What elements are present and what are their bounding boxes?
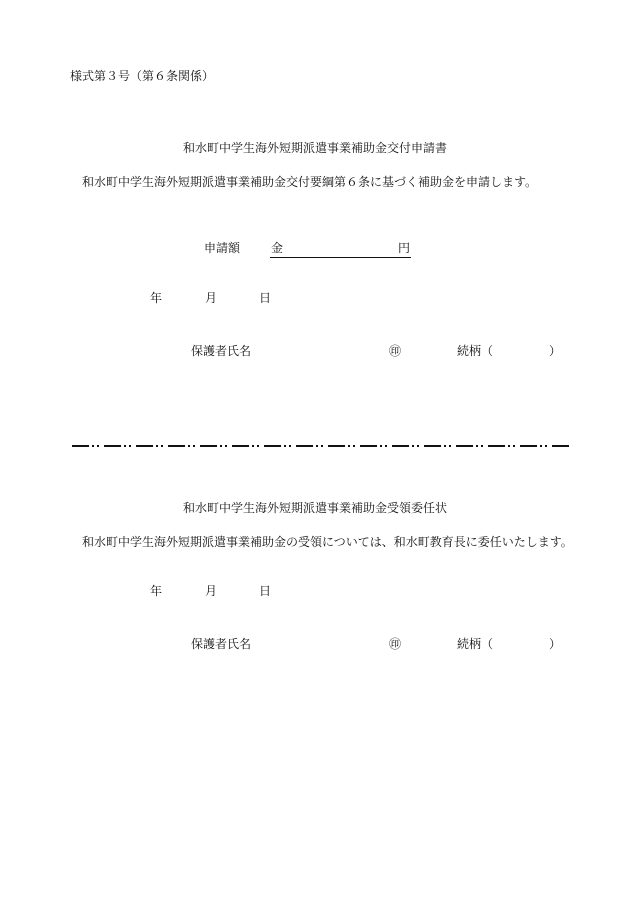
application-date-month: 月 xyxy=(205,291,218,305)
proxy-title: 和水町中学生海外短期派遣事業補助金受領委任状 xyxy=(182,501,447,515)
amount-unit: 円 xyxy=(397,241,410,255)
cut-line-divider xyxy=(72,445,572,447)
amount-label: 申請額 xyxy=(204,241,241,255)
proxy-relation-label: 続柄（ xyxy=(457,637,494,651)
application-body: 和水町中学生海外短期派遣事業補助金交付要綱第６条に基づく補助金を申請します。 xyxy=(82,175,538,189)
form-number: 様式第３号（第６条関係） xyxy=(70,69,215,83)
application-relation-label: 続柄（ xyxy=(457,344,494,358)
amount-prefix: 金 xyxy=(271,241,284,255)
proxy-body: 和水町中学生海外短期派遣事業補助金の受領については、和水町教育長に委任いたします。 xyxy=(82,535,573,549)
application-date-day: 日 xyxy=(259,291,272,305)
proxy-relation-close: ） xyxy=(549,637,562,651)
application-relation-close: ） xyxy=(549,344,562,358)
proxy-seal-icon: ㊞ xyxy=(389,637,402,651)
amount-field[interactable] xyxy=(270,240,411,262)
application-title: 和水町中学生海外短期派遣事業補助金交付申請書 xyxy=(182,141,447,155)
proxy-date-month: 月 xyxy=(205,584,218,598)
proxy-date-day: 日 xyxy=(259,584,272,598)
proxy-guardian-label: 保護者氏名 xyxy=(191,637,252,651)
application-guardian-label: 保護者氏名 xyxy=(191,344,252,358)
proxy-date-year: 年 xyxy=(150,584,163,598)
application-seal-icon: ㊞ xyxy=(389,344,402,358)
application-date-year: 年 xyxy=(150,291,163,305)
